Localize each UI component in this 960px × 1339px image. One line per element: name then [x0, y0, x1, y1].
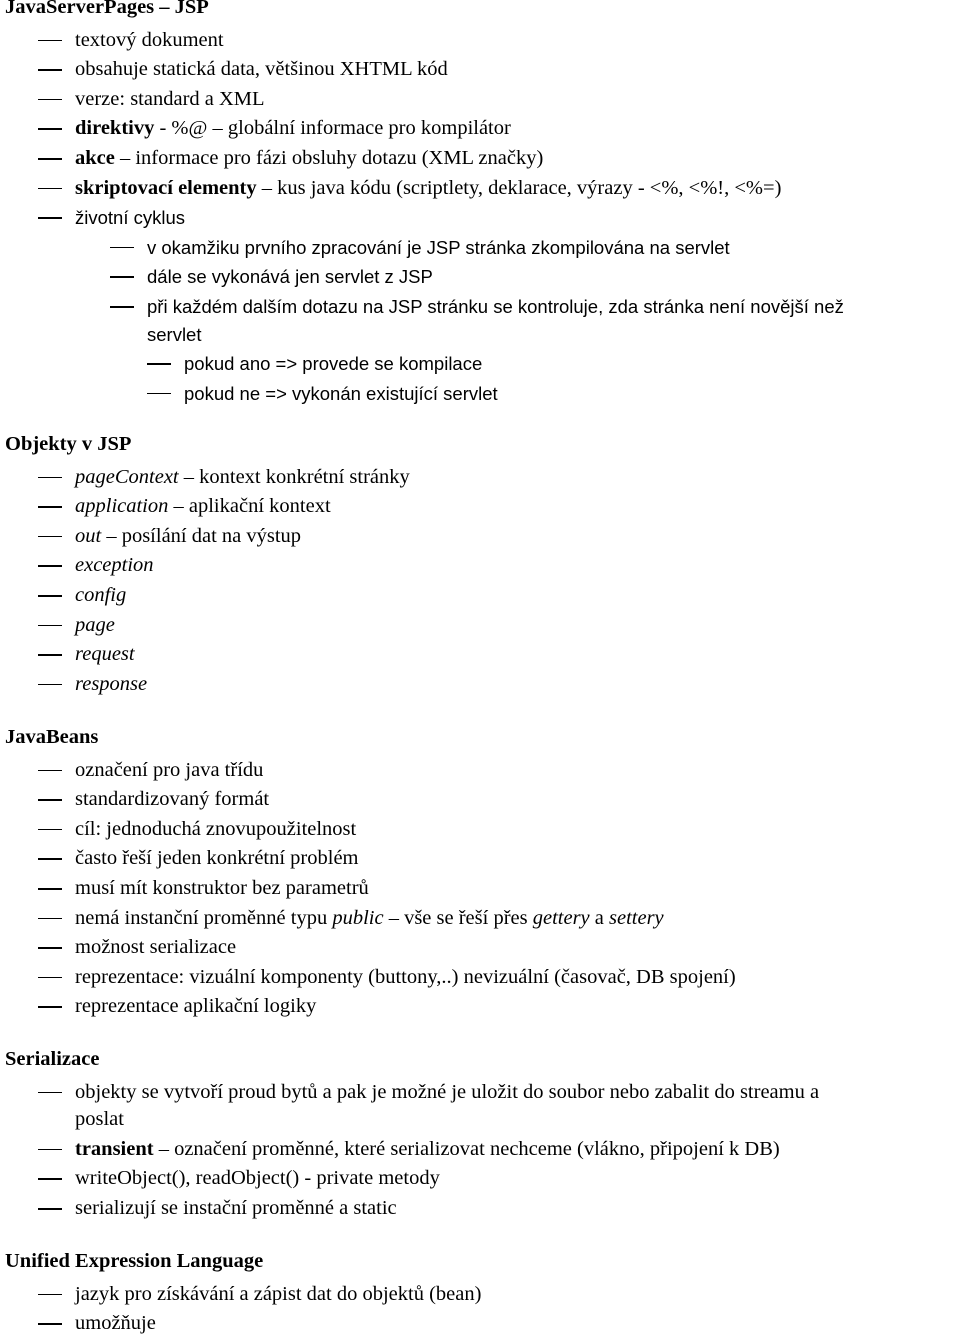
list-item-text	[75, 85, 265, 115]
text-run: dále se vykonává jen servlet z JSP	[147, 266, 433, 288]
text-run: serializují se instační proměnné a static	[75, 1197, 397, 1219]
text-run: pokud ano => provede se kompilace	[184, 353, 483, 375]
bullet-dash-icon	[38, 1149, 62, 1151]
list-item-text	[75, 26, 224, 56]
text-run: v okamžiku prvního zpracování je JSP stránka zkompilována na servlet	[147, 236, 730, 258]
list-item-text	[147, 262, 433, 292]
bullet-dash-icon	[110, 276, 134, 278]
section-heading: Unified Expression Language	[5, 1250, 264, 1272]
bullet-dash-icon	[38, 947, 62, 949]
list-item-text	[75, 933, 236, 963]
text-run: pokud ne => vykonán existující servlet	[184, 382, 498, 404]
bullet-dash-icon	[38, 158, 62, 160]
text-run: objekty se vytvoří proud bytů a pak je možné je uložit do soubor nebo zabalit do streamu a	[75, 1080, 820, 1103]
list-item-text	[75, 1309, 156, 1339]
text-run: cíl: jednoduchá znovupoužitelnost	[75, 817, 357, 840]
text-run: writeObject(), readObject() - private metody	[75, 1167, 440, 1190]
bullet-dash-icon	[38, 595, 62, 597]
text-run: out	[75, 524, 102, 547]
bullet-dash-icon	[38, 506, 62, 508]
bullet-dash-icon	[38, 69, 62, 71]
text-run: musí mít konstruktor bez parametrů	[75, 877, 369, 899]
list-item-text	[75, 1194, 397, 1224]
list-item-text	[75, 670, 147, 700]
text-run: životní cyklus	[75, 207, 186, 229]
section-heading: Objekty v JSP	[5, 433, 132, 455]
list-item-text	[75, 963, 736, 993]
list-item-text	[75, 992, 316, 1022]
list-item-text	[75, 611, 115, 641]
bullet-dash-icon	[38, 625, 62, 627]
text-run: – posílání dat na výstup	[101, 524, 302, 547]
list-item-text	[75, 1164, 440, 1194]
section-heading: JavaBeans	[5, 726, 99, 748]
bullet-dash-icon	[38, 770, 62, 772]
list-item-text	[75, 815, 356, 845]
list-item-text	[75, 904, 664, 934]
text-run: obsahuje statická data, většinou XHTML kód	[75, 58, 448, 81]
bullet-dash-icon	[110, 247, 134, 249]
list-item-text	[147, 233, 730, 263]
list-item-text	[75, 844, 359, 874]
text-run: page	[75, 613, 115, 636]
bullet-dash-icon	[38, 1208, 62, 1210]
list-item-text	[75, 203, 185, 233]
text-run: transient	[75, 1137, 154, 1160]
text-run: nemá instanční proměnné typu	[75, 906, 333, 929]
text-run: exception	[75, 554, 154, 577]
list-item-text	[75, 463, 410, 493]
text-run: reprezentace aplikační logiky	[75, 995, 317, 1018]
list-item-text	[184, 349, 482, 379]
bullet-dash-icon	[38, 1178, 62, 1180]
bullet-dash-icon	[38, 977, 62, 979]
list-item-text	[75, 492, 331, 522]
list-item-text	[75, 1280, 481, 1310]
list-item-text	[75, 55, 448, 85]
text-run: pageContext	[75, 465, 179, 488]
text-run: často řeší jeden konkrétní problém	[75, 847, 359, 870]
bullet-dash-icon	[38, 1294, 62, 1296]
list-item-text	[147, 292, 844, 322]
bullet-dash-icon	[38, 536, 62, 538]
text-run: reprezentace: vizuální komponenty (buttony,..) nevizuální (časovač, DB spojení)	[75, 965, 736, 988]
text-run: verze: standard a XML	[75, 87, 265, 110]
text-run: response	[75, 672, 148, 695]
list-item-text	[75, 1078, 819, 1108]
text-run: – kontext konkrétní stránky	[178, 465, 410, 488]
list-item-text	[75, 756, 263, 786]
list-item-text	[75, 522, 301, 552]
list-item-text	[75, 551, 154, 581]
text-run: settery	[609, 906, 664, 929]
text-run: možnost serializace	[75, 936, 237, 959]
list-item-text	[75, 1135, 780, 1165]
list-item-text	[75, 640, 135, 670]
bullet-dash-icon	[38, 128, 62, 130]
list-item-text	[184, 379, 498, 409]
bullet-dash-icon	[38, 477, 62, 479]
text-run: direktivy	[75, 117, 155, 140]
text-run: umožňuje	[75, 1312, 156, 1335]
text-run: akce	[75, 147, 115, 169]
bullet-dash-icon	[38, 99, 62, 101]
text-run: standardizovaný formát	[75, 788, 270, 811]
text-run: application	[75, 495, 169, 518]
text-run: textový dokument	[75, 28, 224, 51]
list-item-text	[75, 874, 369, 904]
bullet-dash-icon	[38, 565, 62, 567]
text-run: – označení proměnné, které serializovat nechceme (vlákno, připojení k DB)	[153, 1137, 780, 1160]
text-run: – aplikační kontext	[168, 495, 331, 518]
bullet-dash-icon	[38, 1006, 62, 1008]
bullet-dash-icon	[38, 188, 62, 190]
bullet-dash-icon	[38, 684, 62, 686]
bullet-dash-icon	[147, 363, 171, 365]
text-run: jazyk pro získávání a zápist dat do objektů (bean)	[75, 1282, 482, 1305]
text-run: public	[332, 906, 384, 929]
bullet-dash-icon	[38, 799, 62, 801]
list-item-text	[75, 174, 781, 204]
list-item-continuation: poslat	[75, 1108, 124, 1131]
bullet-dash-icon	[38, 217, 62, 219]
text-run: označení pro java třídu	[75, 758, 264, 781]
bullet-dash-icon	[38, 1092, 62, 1094]
bullet-dash-icon	[38, 858, 62, 860]
section-heading: Serializace	[5, 1048, 100, 1070]
list-item-text	[75, 144, 543, 174]
bullet-dash-icon	[110, 306, 134, 308]
text-run: config	[75, 584, 127, 606]
bullet-dash-icon	[38, 1323, 62, 1325]
bullet-dash-icon	[38, 40, 62, 42]
text-run: gettery	[532, 906, 590, 929]
bullet-dash-icon	[38, 918, 62, 920]
list-item-continuation: servlet	[147, 323, 202, 345]
bullet-dash-icon	[147, 393, 171, 395]
list-item-text	[75, 581, 126, 611]
text-run: – kus java kódu (scriptlety, deklarace, výrazy - <%, <%!, <%=)	[256, 176, 782, 199]
bullet-dash-icon	[38, 829, 62, 831]
text-run: – informace pro fázi obsluhy dotazu (XML značky)	[114, 147, 544, 169]
text-run: request	[75, 643, 135, 666]
text-run: při každém dalším dotazu na JSP stránku se kontroluje, zda stránka není novější než	[147, 296, 844, 317]
section-heading: JavaServerPages – JSP	[5, 0, 209, 18]
text-run: skriptovací elementy	[75, 176, 257, 199]
text-run: - %@ – globální informace pro kompilátor	[154, 117, 511, 140]
text-run: – vše se řeší přes	[383, 906, 533, 929]
bullet-dash-icon	[38, 654, 62, 656]
text-run: a	[589, 906, 610, 929]
list-item-text	[75, 114, 511, 144]
bullet-dash-icon	[38, 888, 62, 890]
list-item-text	[75, 785, 269, 815]
